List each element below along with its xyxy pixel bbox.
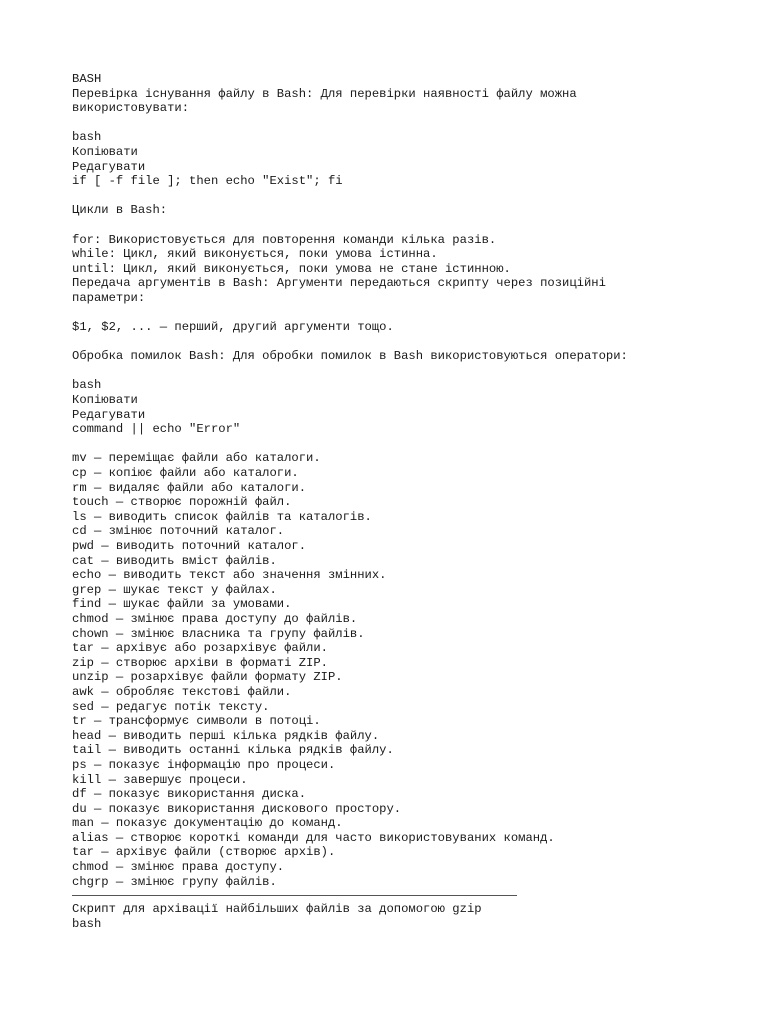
command-item: echo — виводить текст або значення змінних. <box>72 568 387 583</box>
command-item: grep — шукає текст у файлах. <box>72 582 277 597</box>
command-item: man — показує документацію до команд. <box>72 816 343 831</box>
command-item: df — показує використання диска. <box>72 787 307 802</box>
file-check-intro-line-1: Перевірка існування файлу в Bash: Для перевірки наявності файлу можна <box>72 86 577 101</box>
command-item: head — виводить перші кілька рядків файлу. <box>72 728 380 743</box>
command-item: awk — обробляє текстові файли. <box>72 684 292 699</box>
spacer <box>72 116 712 131</box>
command-item: find — шукає файли за умовами. <box>72 597 292 612</box>
args-intro-line-1: Передача аргументів в Bash: Аргументи передаються скрипту через позиційні <box>72 276 606 291</box>
command-item: chmod — змінює права доступу. <box>72 860 285 875</box>
spacer <box>72 189 712 204</box>
args-example: $1, $2, ... — перший, другий аргументи тощо. <box>72 320 394 335</box>
edit-code-link[interactable]: Редагувати <box>72 159 146 174</box>
command-item: cp — копіює файли або каталоги. <box>72 466 299 481</box>
errors-intro: Обробка помилок Bash: Для обробки помилок в Bash використовуються оператори: <box>72 349 628 364</box>
code-language-label: bash <box>72 916 102 931</box>
copy-code-link[interactable]: Копіювати <box>72 144 138 159</box>
command-item: sed — редагує потік тексту. <box>72 699 270 714</box>
spacer <box>72 437 712 452</box>
errors-code: command || echo "Error" <box>72 422 241 437</box>
edit-code-link[interactable]: Редагувати <box>72 407 146 422</box>
code-language-label: bash <box>72 130 102 145</box>
command-item: unzip — розархівує файли формату ZIP. <box>72 670 343 685</box>
command-item: tr — трансформує символи в потоці. <box>72 714 321 729</box>
command-item: du — показує використання дискового простору. <box>72 801 402 816</box>
command-item: chown — змінює власника та групу файлів. <box>72 626 365 641</box>
loop-while-item: while: Цикл, який виконується, поки умова істинна. <box>72 247 438 262</box>
horizontal-divider <box>72 895 517 896</box>
command-item: ls — виводить список файлів та каталогів. <box>72 509 372 524</box>
code-language-label: bash <box>72 378 102 393</box>
command-item: mv — переміщає файли або каталоги. <box>72 451 321 466</box>
spacer <box>72 306 712 321</box>
command-item: kill — завершує процеси. <box>72 772 248 787</box>
command-item: zip — створює архіви в форматі ZIP. <box>72 655 328 670</box>
command-item: tar — архівує файли (створює архів). <box>72 845 336 860</box>
command-item: touch — створює порожній файл. <box>72 495 292 510</box>
script-heading: Скрипт для архівації найбільших файлів за допомогою gzip <box>72 902 482 917</box>
command-item: tar — архівує або розархівує файли. <box>72 641 328 656</box>
command-item: cd — змінює поточний каталог. <box>72 524 285 539</box>
command-item: chgrp — змінює групу файлів. <box>72 874 277 889</box>
document-page <box>72 72 712 931</box>
loop-until-item: until: Цикл, який виконується, поки умова не стане істинною. <box>72 261 511 276</box>
document-title: BASH <box>72 72 102 86</box>
command-item: alias — створює короткі команди для часто використовуваних команд. <box>72 830 555 845</box>
loops-heading: Цикли в Bash: <box>72 203 168 218</box>
command-item: tail — виводить останні кілька рядків файлу. <box>72 743 394 758</box>
command-item: ps — показує інформацію про процеси. <box>72 757 336 772</box>
args-intro-line-2: параметри: <box>72 290 146 305</box>
command-item: cat — виводить вміст файлів. <box>72 553 277 568</box>
file-check-intro-line-2: використовувати: <box>72 101 190 116</box>
copy-code-link[interactable]: Копіювати <box>72 393 138 408</box>
spacer <box>72 335 712 350</box>
command-list <box>72 451 712 889</box>
command-item: pwd — виводить поточний каталог. <box>72 539 307 553</box>
spacer <box>72 218 712 233</box>
loop-for-item: for: Використовується для повторення команди кілька разів. <box>72 232 497 247</box>
command-item: rm — видаляє файли або каталоги. <box>72 480 307 495</box>
command-item: chmod — змінює права доступу до файлів. <box>72 611 358 626</box>
spacer <box>72 364 712 379</box>
file-check-code: if [ -f file ]; then echo "Exist"; fi <box>72 174 343 189</box>
